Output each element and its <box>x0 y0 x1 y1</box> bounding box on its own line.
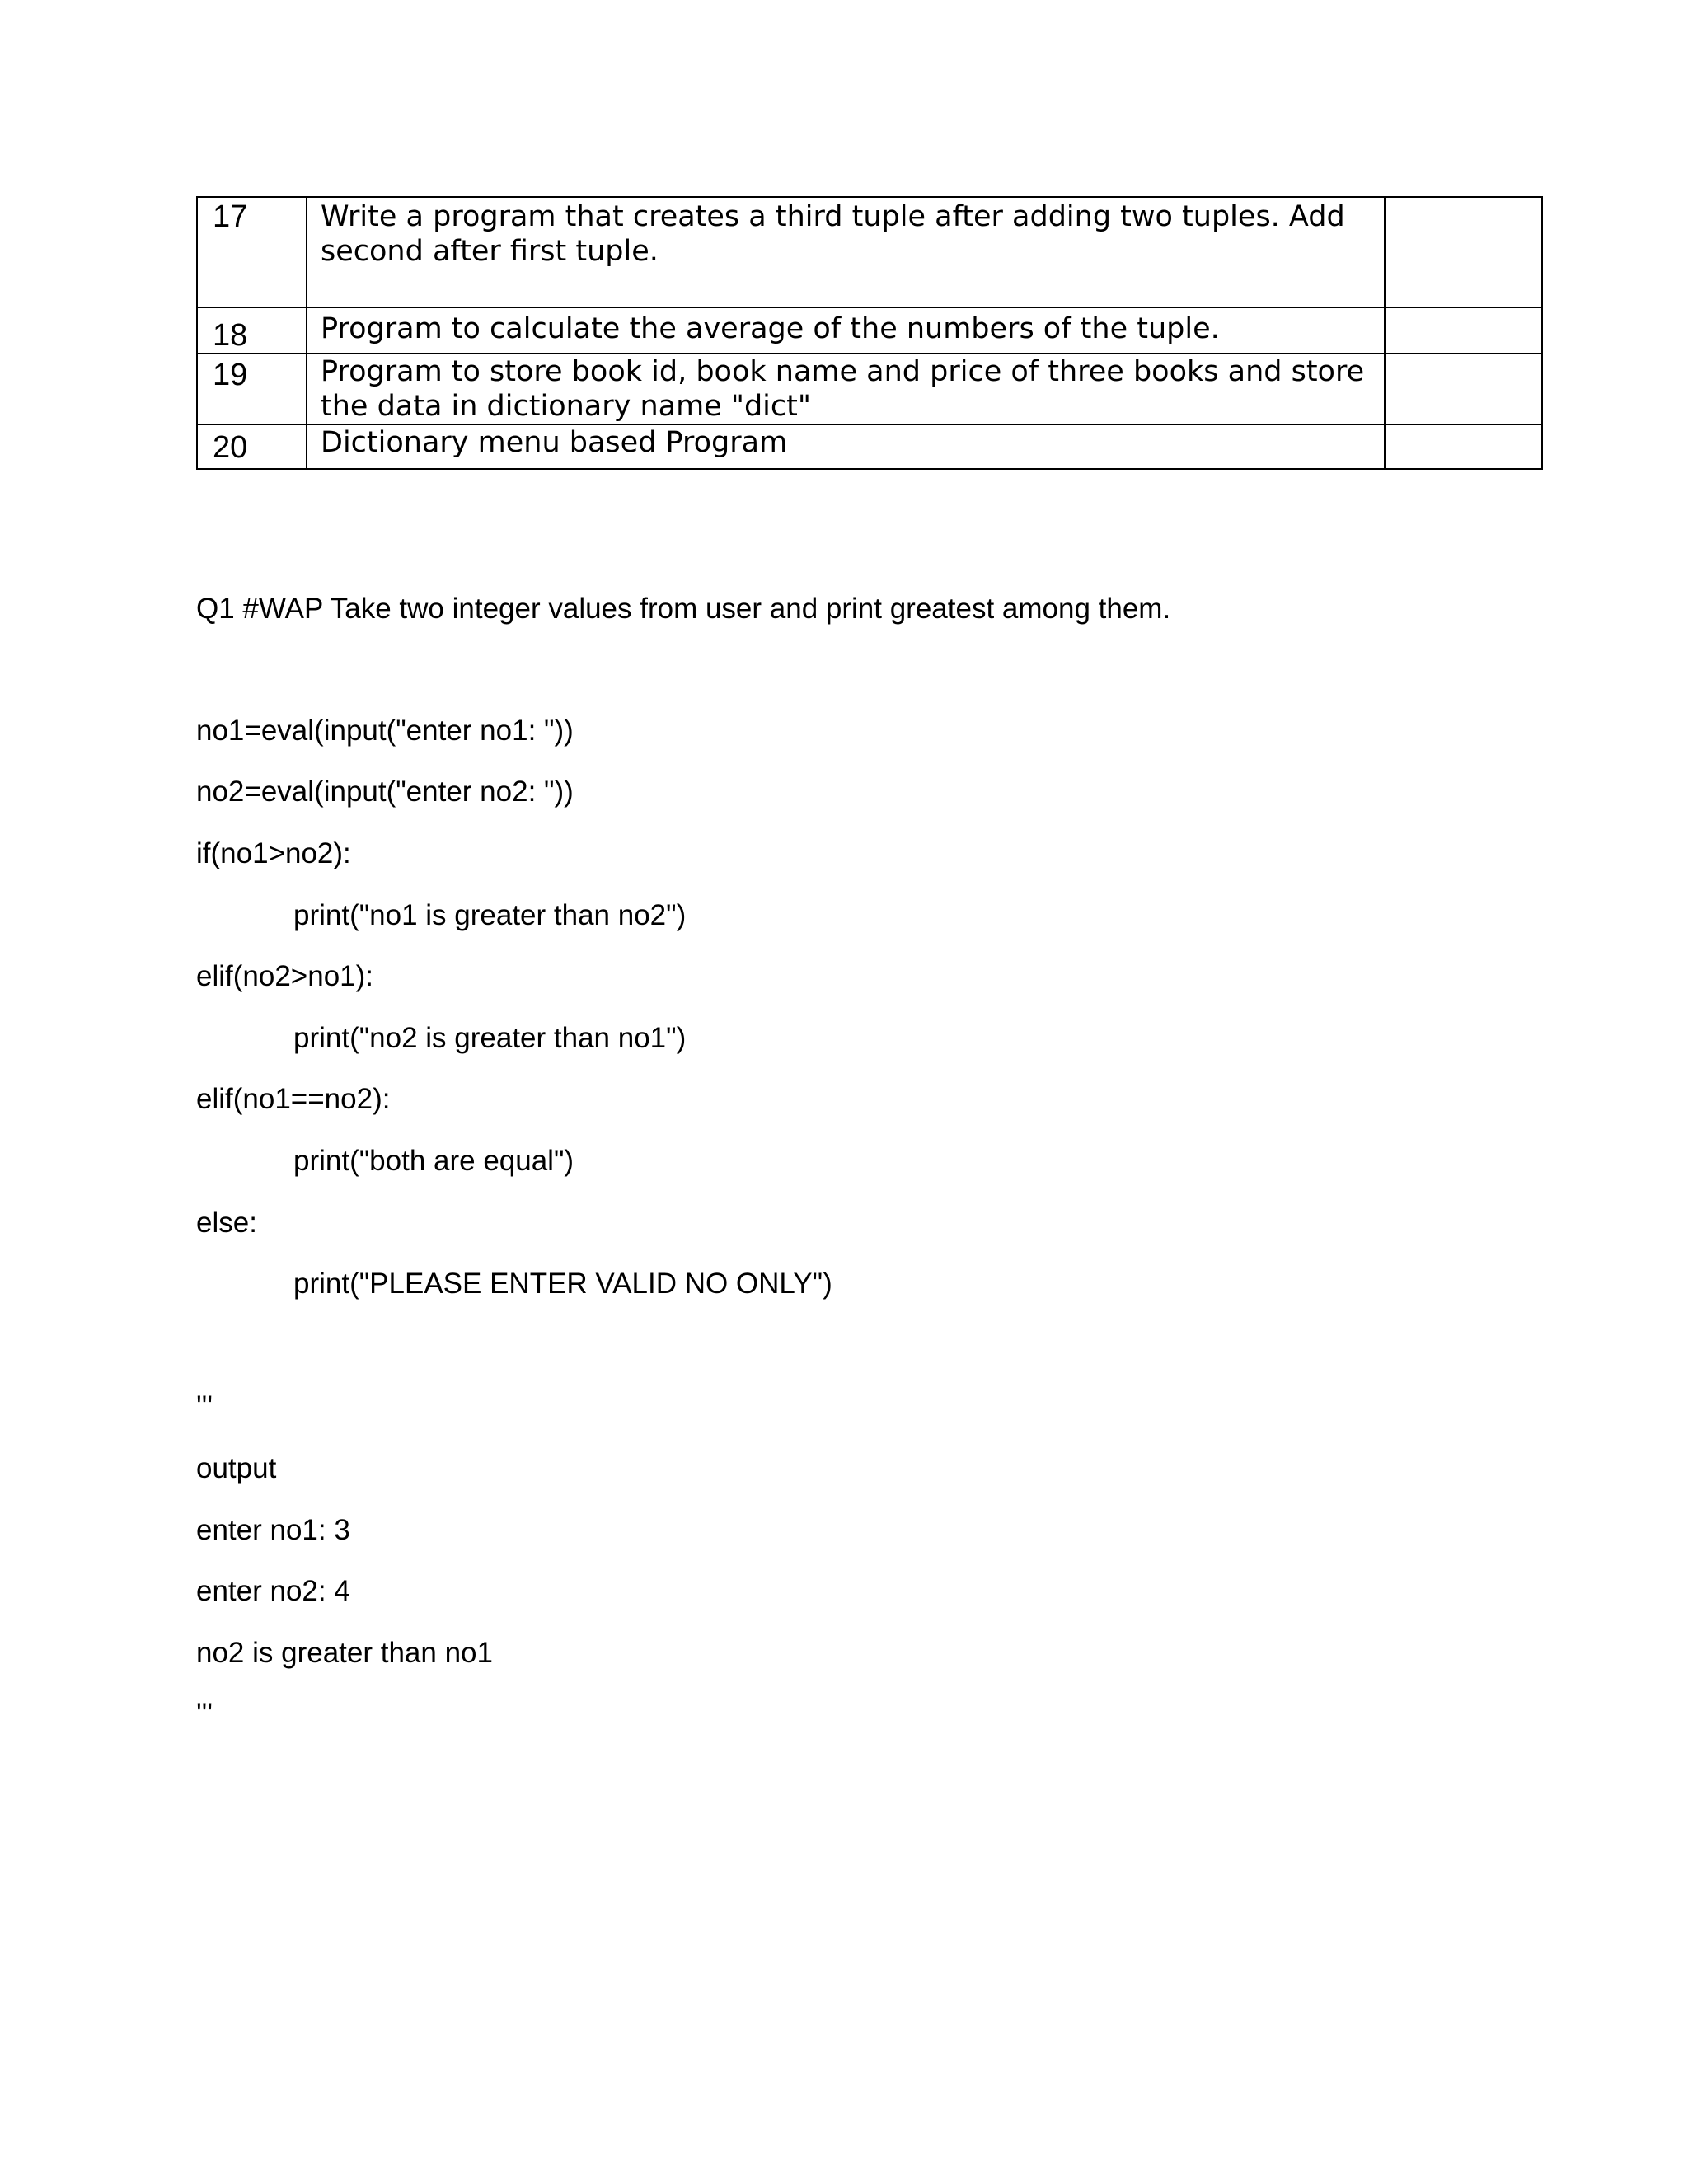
code-line: elif(no2>no1): <box>196 960 374 992</box>
output-line: no2 is greater than no1 <box>196 1637 493 1669</box>
remark-cell <box>1385 197 1542 307</box>
program-description-cell: Write a program that creates a third tuple after adding two tuples. Add second after first tuple. <box>307 197 1385 307</box>
question-title: Q1 #WAP Take two integer values from user and print greatest among them. <box>196 593 1171 625</box>
output-open-quote: ''' <box>196 1390 213 1422</box>
code-line: print("no2 is greater than no1") <box>293 1022 687 1054</box>
code-line: print("PLEASE ENTER VALID NO ONLY") <box>293 1268 832 1300</box>
code-line: no1=eval(input("enter no1: ")) <box>196 715 574 747</box>
code-line: if(no1>no2): <box>196 837 351 869</box>
code-line: else: <box>196 1207 257 1239</box>
program-list-table <box>196 196 1543 470</box>
remark-cell <box>1385 424 1542 469</box>
program-number-cell: 17 <box>197 197 307 307</box>
program-number-cell: 20 <box>197 424 307 469</box>
remark-cell <box>1385 307 1542 354</box>
output-close-quote: ''' <box>196 1698 213 1730</box>
output-line: enter no2: 4 <box>196 1575 350 1607</box>
program-description-cell: Program to calculate the average of the numbers of the tuple. <box>307 307 1385 354</box>
code-line: no2=eval(input("enter no2: ")) <box>196 776 574 808</box>
code-line: print("no1 is greater than no2") <box>293 899 687 931</box>
program-number-cell: 19 <box>197 354 307 424</box>
program-description-cell: Program to store book id, book name and price of three books and store the data in dictionary name "dict" <box>307 354 1385 424</box>
table-row <box>197 307 1542 354</box>
output-line: output <box>196 1452 277 1484</box>
code-line: print("both are equal") <box>293 1145 574 1177</box>
program-number-cell: 18 <box>197 307 307 354</box>
remark-cell <box>1385 354 1542 424</box>
table-row <box>197 424 1542 469</box>
table-row <box>197 354 1542 424</box>
program-description-cell: Dictionary menu based Program <box>307 424 1385 469</box>
table-row <box>197 197 1542 307</box>
code-line: elif(no1==no2): <box>196 1083 391 1115</box>
output-line: enter no1: 3 <box>196 1514 350 1546</box>
